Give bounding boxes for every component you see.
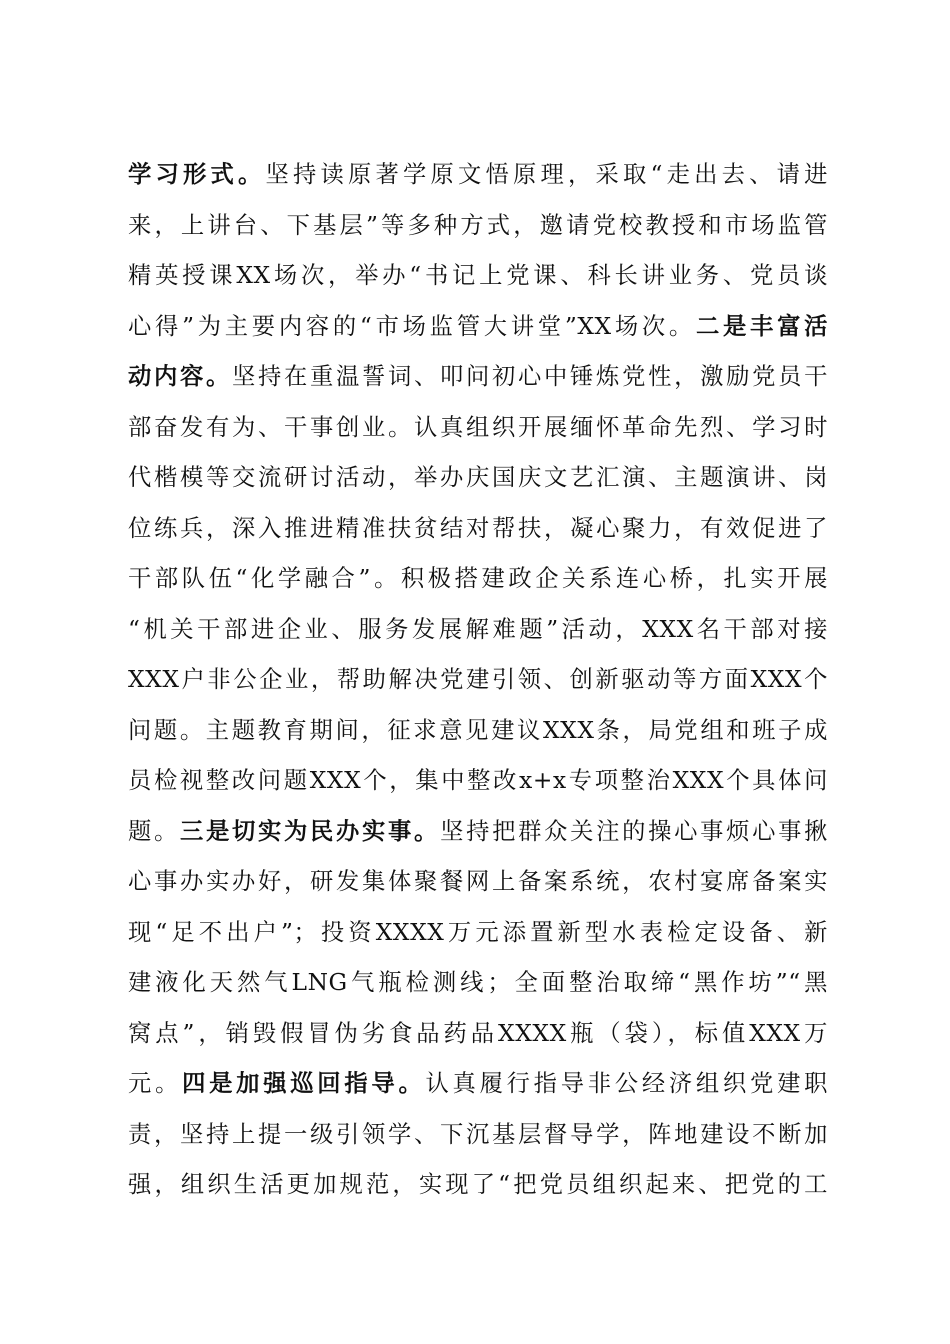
- text-line: [128, 554, 828, 605]
- bold-heading-text: 三是切实为民办实事。: [180, 817, 441, 845]
- line-text: 部奋发有为、干事创业。认真组织开展缅怀革命先烈、学习时: [128, 413, 828, 441]
- text-line: [128, 1110, 828, 1161]
- line-text: “机关干部进企业、服务发展解难题”活动，XXX名干部对接: [128, 615, 828, 643]
- line-text: 坚持在重温誓词、叩问初心中锤炼党性，激励党员干: [232, 363, 828, 390]
- line-text: 认真履行指导非公经济组织党建职: [425, 1070, 828, 1097]
- line-text: 干部队伍“化学融合”。积极搭建政企关系连心桥，扎实开展: [128, 565, 828, 592]
- text-line: [128, 908, 828, 959]
- text-line: [128, 655, 828, 706]
- text-line: [128, 958, 828, 1009]
- bold-heading-text: 四是加强巡回指导。: [182, 1070, 426, 1097]
- line-text: 建液化天然气LNG气瓶检测线；全面整治取缔“黑作坊”“黑: [128, 969, 828, 996]
- bold-heading-text: 动内容。: [128, 363, 233, 390]
- line-text: 位练兵，深入推进精准扶贫结对帮扶，凝心聚力，有效促进了: [128, 514, 828, 542]
- text-line: [128, 251, 828, 302]
- text-line: [128, 605, 828, 656]
- text-line: [128, 706, 828, 757]
- text-line: [128, 352, 828, 403]
- text-line: [128, 1160, 828, 1211]
- text-line: [128, 504, 828, 555]
- line-text: 强，组织生活更加规范，实现了“把党员组织起来、把党的工: [128, 1171, 828, 1198]
- line-text: 现“足不出户”；投资XXXX万元添置新型水表检定设备、新: [128, 918, 828, 946]
- line-text: XXX户非公企业，帮助解决党建引领、创新驱动等方面XXX个: [128, 666, 828, 693]
- bold-heading-text: 学习形式。: [128, 161, 266, 188]
- line-text: 窝点”，销毁假冒伪劣食品药品XXXX瓶（袋），标值XXX万: [128, 1019, 828, 1047]
- text-line: [128, 807, 828, 858]
- text-line: [128, 403, 828, 454]
- line-text: 员检视整改问题XXX个，集中整改x+x专项整治XXX个具体问: [128, 767, 828, 794]
- text-line: [128, 1059, 828, 1110]
- text-line: [128, 201, 828, 252]
- text-line: [128, 756, 828, 807]
- line-text: 元。: [128, 1070, 183, 1097]
- line-text: 心得”为主要内容的“市场监管大讲堂”XX场次。: [128, 312, 696, 340]
- text-line: [128, 150, 828, 201]
- text-line: [128, 1009, 828, 1060]
- body-text: [128, 150, 828, 1211]
- line-text: 坚持把群众关注的操心事烦心事揪: [440, 817, 828, 845]
- text-line: [128, 453, 828, 504]
- line-text: 精英授课XX场次，举办“书记上党课、科长讲业务、党员谈: [128, 262, 828, 289]
- line-text: 题。: [128, 817, 181, 845]
- line-text: 问题。主题教育期间，征求意见建议XXX条，局党组和班子成: [128, 716, 828, 744]
- bold-heading-text: 二是丰富活: [695, 312, 828, 340]
- line-text: 责，坚持上提一级引领学、下沉基层督导学，阵地建设不断加: [128, 1120, 828, 1148]
- text-line: [128, 857, 828, 908]
- line-text: 心事办实办好，研发集体聚餐网上备案系统，农村宴席备案实: [128, 868, 828, 895]
- line-text: 来，上讲台、下基层”等多种方式，邀请党校教授和市场监管: [128, 211, 828, 239]
- line-text: 代楷模等交流研讨活动，举办庆国庆文艺汇演、主题演讲、岗: [128, 464, 828, 491]
- line-text: 坚持读原著学原文悟原理，采取“走出去、请进: [265, 161, 828, 188]
- text-line: [128, 302, 828, 353]
